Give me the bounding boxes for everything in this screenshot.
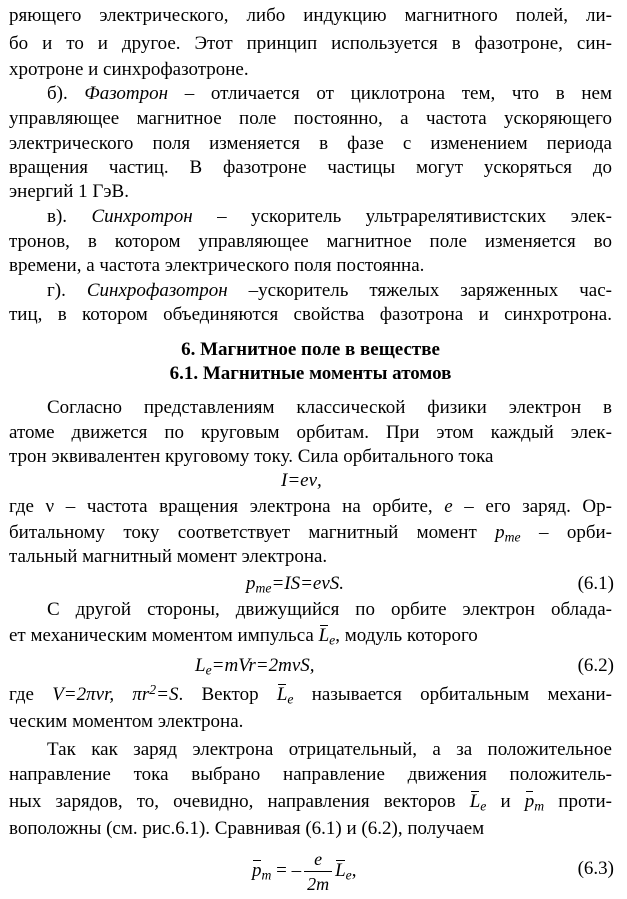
text-line: где V=2πνr, $\pi r^2=S$. Вектор $L_e$ называется орбитальным механи- bbox=[9, 681, 612, 707]
text-line: ряющего электрического, либо индукцию магнитного полей, ли- bbox=[9, 5, 612, 26]
text-line: ет механическим моментом импульса $L_e$, модуль которого bbox=[9, 625, 478, 648]
section-heading: 6. Магнитное поле в веществе bbox=[181, 339, 440, 360]
subsection-heading: 6.1. Магнитные моменты атомов bbox=[169, 363, 452, 384]
text-line: б). Фазотрон – отличается от циклотрона тем, что в нем bbox=[47, 83, 612, 104]
text-line: воположны (см. рис.6.1). Сравнивая (6.1) и (6.2), получаем bbox=[9, 818, 485, 839]
text-line: в). Синхротрон – ускоритель ультрарелятивистских элек- bbox=[47, 206, 612, 227]
term-synchrophasotron: Синхрофазотрон bbox=[86, 280, 228, 301]
text-line: атоме движется по круговым орбитам. При этом каждый элек- bbox=[9, 422, 612, 443]
text-line: ческим моментом электрона. bbox=[9, 711, 244, 732]
text-line: управляющее магнитное поле постоянно, а частота ускоряющего bbox=[9, 108, 612, 129]
formula-6-3: $p_m$ = – $\frac{e}{2m}$ $L_e$, bbox=[252, 849, 357, 895]
text-line: вращения частиц. В фазотроне частицы могут ускоряться до bbox=[9, 157, 612, 178]
text-line: энергий 1 ГэВ. bbox=[9, 181, 129, 202]
equation-number: (6.2) bbox=[577, 655, 614, 676]
text-line: времени, а частота электрического поля постоянна. bbox=[9, 255, 425, 276]
text-line: тронов, в котором управляющее магнитное поле изменяется во bbox=[9, 231, 612, 252]
text-line: где ν – частота вращения электрона на орбите, e – его заряд. Ор- bbox=[9, 496, 612, 517]
text-line: трон эквивалентен круговому току. Сила орбитального тока bbox=[9, 446, 494, 467]
text-line: Так как заряд электрона отрицательный, а за положительное bbox=[47, 739, 612, 760]
text-line: С другой стороны, движущийся по орбите электрон облада- bbox=[47, 599, 612, 620]
text-line: бо и то и другое. Этот принцип используется в фазотроне, син- bbox=[9, 33, 612, 54]
text-line: битальному току соответствует магнитный момент $p_{me}$ – орби- bbox=[9, 522, 612, 545]
text-line: направление тока выбрано направление движения положитель- bbox=[9, 764, 612, 785]
text-line: тальный магнитный момент электрона. bbox=[9, 546, 328, 567]
text-line: ных зарядов, то, очевидно, направления векторов $L_e$ и $p_m$ проти- bbox=[9, 791, 613, 814]
text-line: г). Синхрофазотрон –ускоритель тяжелых заряженных час- bbox=[47, 280, 612, 301]
equation-number: (6.3) bbox=[577, 858, 614, 879]
formula-6-2: $L_e=mVr=2m\nu S$, bbox=[195, 655, 315, 678]
formula-current: I=eν, bbox=[281, 470, 322, 491]
term-synchrotron: Синхротрон bbox=[91, 206, 193, 227]
text-line: электрического поля изменяется в фазе с изменением периода bbox=[9, 133, 612, 154]
text-line: Согласно представлениям классической физики электрон в bbox=[47, 397, 612, 418]
fraction: $\frac{e}{2m}$ bbox=[304, 850, 332, 893]
text-line: тиц, в котором объединяются свойства фазотрона и синхротрона. bbox=[9, 304, 612, 325]
text-line: хротроне и синхрофазотроне. bbox=[9, 59, 249, 80]
equation-number: (6.1) bbox=[577, 573, 614, 594]
term-phasotron: Фазотрон bbox=[84, 83, 169, 104]
formula-6-1: $p_{me}=IS=e\nu S$. bbox=[246, 573, 345, 596]
